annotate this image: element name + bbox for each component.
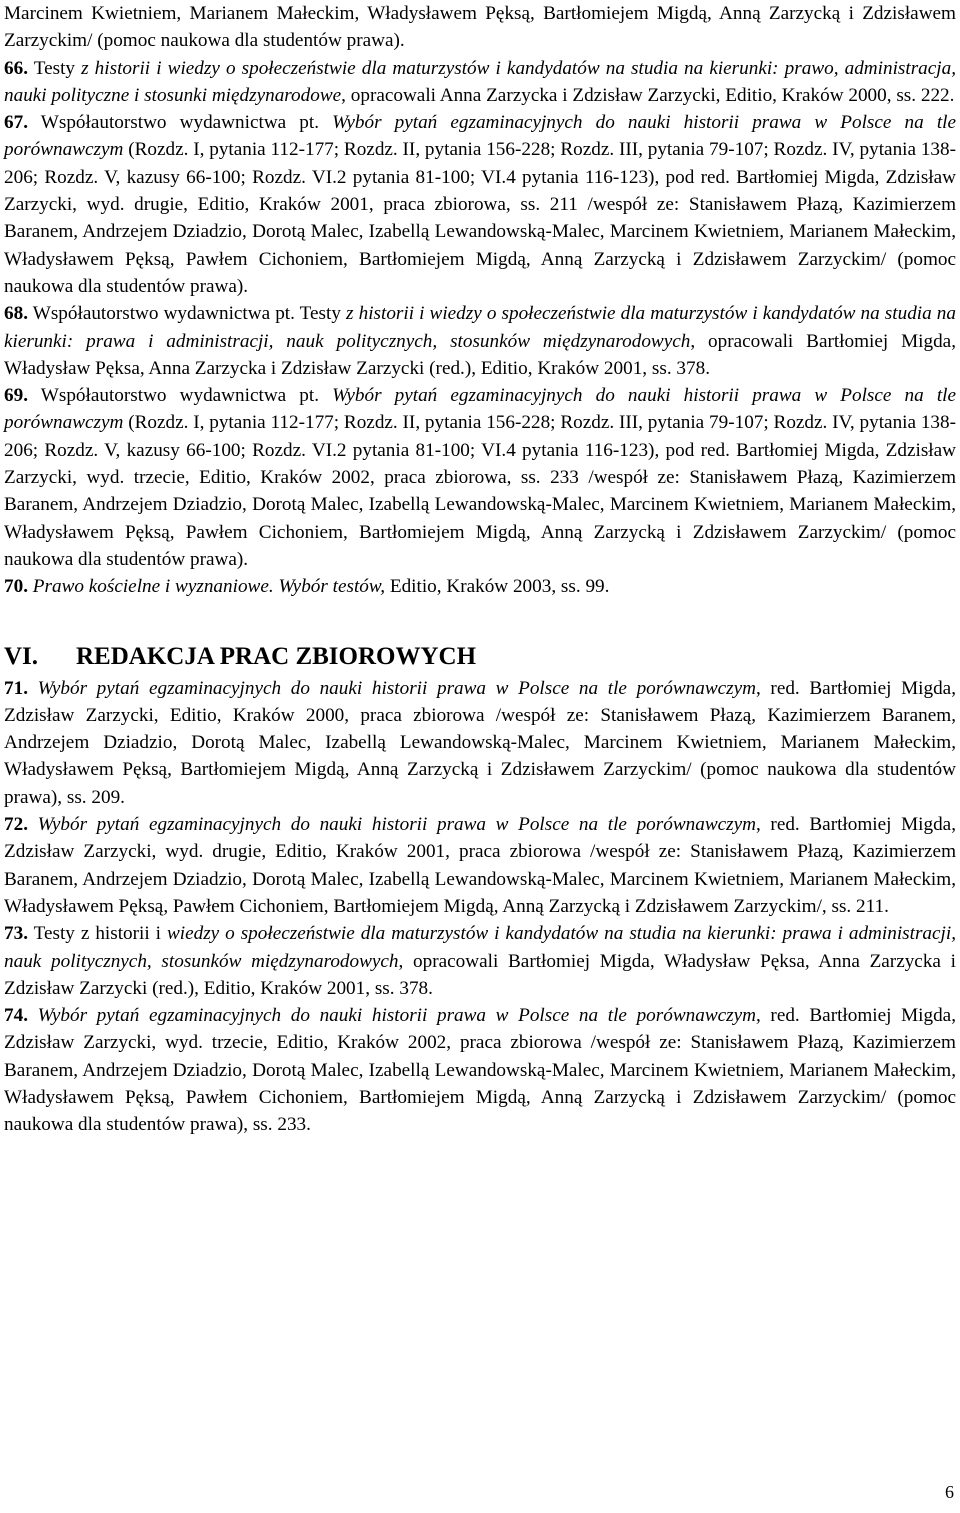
bibliography-list-editorial — [4, 675, 956, 1139]
section-heading — [4, 641, 956, 673]
entry-text: Testy — [27, 57, 82, 79]
entry-text: (Rozdz. I, pytania 112-177; Rozdz. II, pytania 156-228; Rozdz. III, pytania 79-107; Rozdz. IV, pytania 138-206; Rozdz. V, kazusy 66-100; Rozdz. VI.2 pytania 81-100; VI.4 pytania 116-123), pod red. Bartłomiej Migda, Zdzisław Zarzycki, wyd. trzecie, Editio, Kraków 2002, praca zbiorowa, ss. 233 /wespół ze: Stanisławem Płazą, Kazimierzem Baranem, Andrzejem Dziadzio, Dorotą Malec, Izabellą Lewandowską-Malec, Marcinem Kwietniem, Marianem Małeckim, Władysławem Pęksą, Pawłem Cichoniem, Bartłomiejem Migdą, Anną Zarzycką i Zdzisławem Zarzyckim/ (pomoc naukowa dla studentów prawa). — [4, 412, 956, 570]
bibliography-entry — [4, 109, 956, 300]
bibliography-entry — [4, 382, 956, 573]
entry-text: , opracowali Anna Zarzycka i Zdzisław Zarzycki, Editio, Kraków 2000, ss. 222. — [341, 84, 955, 106]
entry-number: 66. — [4, 57, 28, 79]
bibliography-entry — [4, 811, 956, 920]
bibliography-list — [4, 0, 956, 601]
entry-text: Testy z historii i — [27, 923, 167, 945]
section-number: VI. — [4, 642, 39, 670]
entry-title-italic: Wybór pytań egzaminacyjnych do nauki historii prawa w Polsce na tle porównawczym — [37, 1005, 756, 1027]
entry-title-italic: z historii i wiedzy o społeczeństwie dla maturzystów i kandydatów na studia na kierunki: prawo, administracja, nauki polityczne i stosunki międzynarodowe — [4, 57, 956, 106]
entry-title-italic: Wybór pytań egzaminacyjnych do nauki historii prawa w Polsce na tle porównawczym — [4, 385, 956, 434]
entry-text — [28, 678, 38, 699]
entry-text — [28, 814, 38, 835]
entry-number: 74. — [4, 1005, 28, 1027]
bibliography-entry — [4, 300, 956, 382]
entry-number: 67. — [4, 112, 28, 134]
bibliography-entry — [4, 1002, 956, 1138]
entry-title-italic: Prawo kościelne i wyznaniowe. Wybór testów, — [32, 576, 386, 598]
entry-text: Współautorstwo wydawnictwa pt. Testy — [27, 303, 347, 325]
entry-title-italic: Wybór pytań egzaminacyjnych do nauki historii prawa w Polsce na tle porównawczym — [37, 814, 756, 836]
entry-text: Współautorstwo wydawnictwa pt. — [27, 112, 333, 134]
bibliography-entry — [4, 920, 956, 1002]
entry-number: 70. — [4, 576, 28, 598]
entry-number: 69. — [4, 385, 28, 407]
entry-number: 68. — [4, 303, 28, 325]
entry-number: 71. — [4, 677, 28, 699]
entry-title-italic: wiedzy o społeczeństwie dla maturzystów i kandydatów na studia na kierunki: prawa i administracji, nauk politycznych, stosunków międzynarodowych — [4, 923, 956, 972]
entry-text: , red. Bartłomiej Migda, Zdzisław Zarzycki, wyd. drugie, Editio, Kraków 2001, praca zbiorowa /wespół ze: Stanisławem Płazą, Kazimierzem Baranem, Andrzejem Dziadzio, Dorotą Malec, Izabellą Lewandowską-Malec, Marcinem Kwietniem, Marianem Małeckim, Władysławem Pęksą, Pawłem Cichoniem, Bartłomiejem Migdą, Anną Zarzycką i Zdzisławem Zarzyckim/, ss. 211. — [4, 814, 956, 917]
entry-text: Marcinem Kwietniem, Marianem Małeckim, Władysławem Pęksą, Bartłomiejem Migdą, Anną Zarzycką i Zdzisławem Zarzyckim/ (pomoc naukowa dla studentów prawa). — [4, 3, 956, 52]
entry-text: , red. Bartłomiej Migda, Zdzisław Zarzycki, Editio, Kraków 2000, praca zbiorowa /wespół ze: Stanisławem Płazą, Kazimierzem Baranem, Andrzejem Dziadzio, Dorotą Malec, Izabellą Lewandowską-Malec, Marcinem Kwietniem, Marianem Małeckim, Władysławem Pęksą, Bartłomiejem Migdą, Anną Zarzycką i Zdzisławem Zarzyckim/ (pomoc naukowa dla studentów prawa), ss. 209. — [4, 677, 956, 808]
entry-text: Współautorstwo wydawnictwa pt. — [27, 385, 333, 407]
document-page — [4, 0, 956, 1139]
entry-title-italic: Wybór pytań egzaminacyjnych do nauki historii prawa w Polsce na tle porównawczym — [37, 677, 756, 699]
page-number: 6 — [945, 1482, 954, 1502]
entry-text — [28, 1005, 38, 1026]
bibliography-entry — [4, 55, 956, 110]
section-spacer — [4, 601, 956, 641]
entry-title-italic: Wybór pytań egzaminacyjnych do nauki historii prawa w Polsce na tle porównawczym — [4, 112, 956, 161]
bibliography-entry — [4, 0, 956, 55]
entry-text: , opracowali Bartłomiej Migda, Władysław Pęksa, Anna Zarzycka i Zdzisław Zarzycki (red.), Editio, Kraków 2001, ss. 378. — [4, 330, 956, 379]
entry-text: (Rozdz. I, pytania 112-177; Rozdz. II, pytania 156-228; Rozdz. III, pytania 79-107; Rozdz. IV, pytania 138-206; Rozdz. V, kazusy 66-100; Rozdz. VI.2 pytania 81-100; VI.4 pytania 116-123), pod red. Bartłomiej Migda, Zdzisław Zarzycki, wyd. drugie, Editio, Kraków 2001, praca zbiorowa, ss. 211 /wespół ze: Stanisławem Płazą, Kazimierzem Baranem, Andrzejem Dziadzio, Dorotą Malec, Izabellą Lewandowską-Malec, Marcinem Kwietniem, Marianem Małeckim, Władysławem Pęksą, Pawłem Cichoniem, Bartłomiejem Migdą, Anną Zarzycką i Zdzisławem Zarzyckim/ (pomoc naukowa dla studentów prawa). — [4, 139, 956, 297]
entry-text: , red. Bartłomiej Migda, Zdzisław Zarzycki, wyd. trzecie, Editio, Kraków 2002, praca zbiorowa /wespół ze: Stanisławem Płazą, Kazimierzem Baranem, Andrzejem Dziadzio, Dorotą Malec, Izabellą Lewandowską-Malec, Marcinem Kwietniem, Marianem Małeckim, Władysławem Pęksą, Pawłem Cichoniem, Bartłomiejem Migdą, Anną Zarzycką i Zdzisławem Zarzyckim/ (pomoc naukowa dla studentów prawa), ss. 233. — [4, 1005, 956, 1136]
entry-number: 72. — [4, 814, 28, 836]
entry-text: Editio, Kraków 2003, ss. 99. — [385, 576, 610, 598]
section-title: REDAKCJA PRAC ZBIOROWYCH — [76, 642, 477, 670]
entry-text: , opracowali Bartłomiej Migda, Władysław Pęksa, Anna Zarzycka i Zdzisław Zarzycki (red.), Editio, Kraków 2001, ss. 378. — [4, 950, 956, 999]
bibliography-entry — [4, 573, 956, 600]
entry-title-italic: z historii i wiedzy o społeczeństwie dla maturzystów i kandydatów na studia na kierunki: prawa i administracji, nauk politycznych, stosunków międzynarodowych — [4, 303, 956, 352]
entry-number: 73. — [4, 923, 28, 945]
bibliography-entry — [4, 675, 956, 811]
